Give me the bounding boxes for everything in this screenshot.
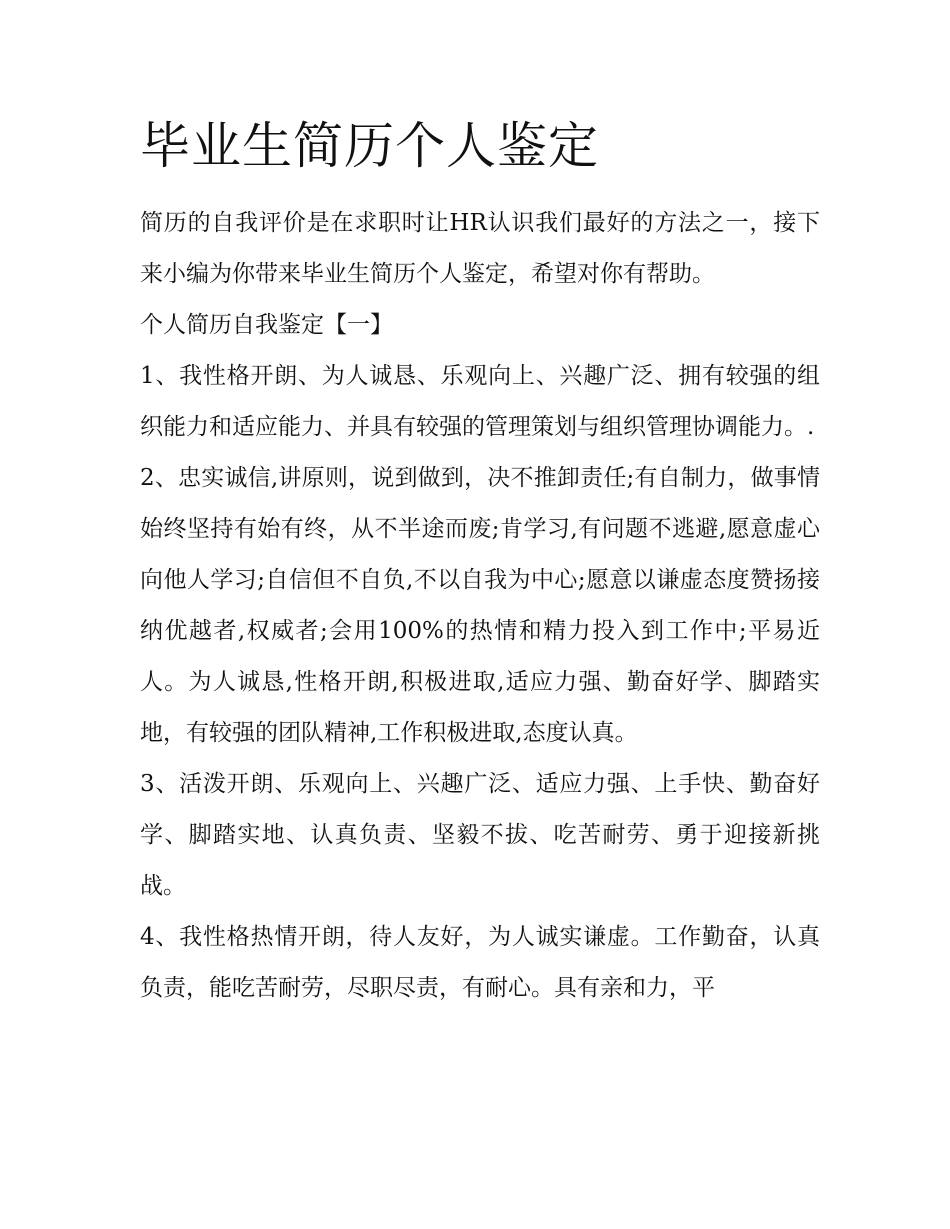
list-item-3: 3、活泼开朗、乐观向上、兴趣广泛、适应力强、上手快、勤奋好学、脚踏实地、认真负责、坚毅不拔、吃苦耐劳、勇于迎接新挑战。 — [140, 771, 820, 899]
list-item-4: 4、我性格热情开朗，待人友好，为人诚实谦虚。工作勤奋，认真负责，能吃苦耐劳，尽职尽责，有耐心。具有亲和力，平 — [140, 924, 820, 1001]
document-page — [140, 110, 820, 1014]
intro-paragraph: 简历的自我评价是在求职时让HR认识我们最好的方法之一，接下来小编为你带来毕业生简历个人鉴定，希望对你有帮助。 — [140, 210, 820, 287]
list-item-2: 2、忠实诚信,讲原则，说到做到，决不推卸责任;有自制力，做事情始终坚持有始有终，从不半途而废;肯学习,有问题不逃避,愿意虚心向他人学习;自信但不自负,不以自我为中心;愿意以谦虚态度赞扬接纳优越者,权威者;会用100%的热情和精力投入到工作中;平易近人。为人诚恳,性格开朗,积极进取,适应力强、勤奋好学、脚踏实地，有较强的团队精神,工作积极进取,态度认真。 — [140, 465, 820, 746]
list-item-1: 1、我性格开朗、为人诚恳、乐观向上、兴趣广泛、拥有较强的组织能力和适应能力、并具有较强的管理策划与组织管理协调能力。. — [140, 363, 820, 440]
section-heading: 个人简历自我鉴定【一】 — [140, 312, 393, 338]
document-title: 毕业生简历个人鉴定 — [140, 117, 599, 175]
